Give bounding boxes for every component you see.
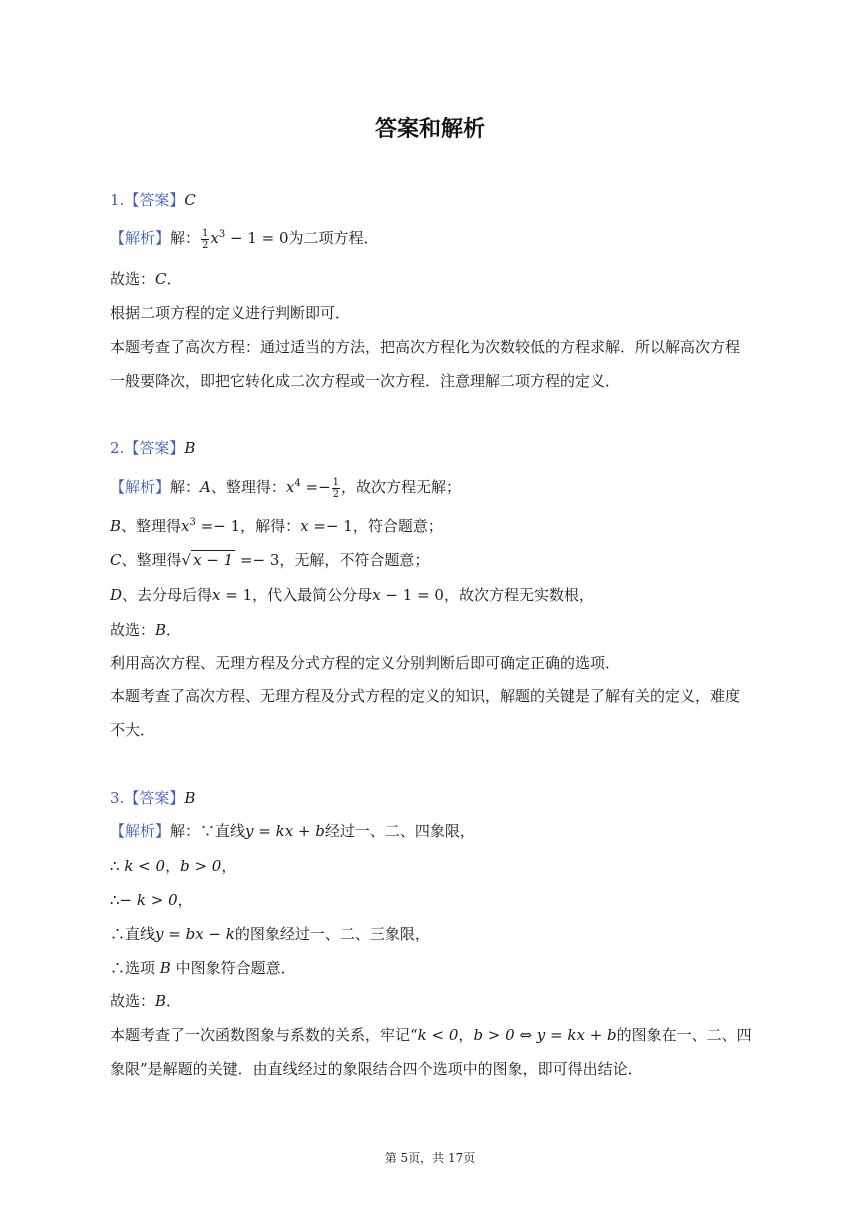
page-total: 17 xyxy=(448,1151,464,1165)
q2-analysis-line-3: C、整理得√ x − 1 =− 3，无解，不符合题意； xyxy=(110,551,430,569)
q2-sqrt: √ x − 1 xyxy=(181,551,234,569)
q3-answer-line xyxy=(110,787,760,809)
q2-analysis-line-7: 本题考查了高次方程、无理方程及分式方程的定义的知识，解题的关键是了解有关的定义，难度 xyxy=(110,687,741,705)
q3-answer-tag: 【答案】 xyxy=(124,789,185,807)
q1-exponent: 3 xyxy=(218,229,226,240)
q1-text: 解： xyxy=(170,229,201,247)
q3-analysis-tag: 【解析】 xyxy=(110,822,171,840)
q3-analysis-line-5: ∴选项 B 中图象符合题意． xyxy=(110,959,296,977)
q2-analysis-line-5: 故选：B． xyxy=(110,621,182,639)
q1-var: x xyxy=(210,229,219,247)
q2-answer-line xyxy=(110,437,760,459)
q2-analysis-line-8: 不大． xyxy=(110,721,156,739)
page-number: 5 xyxy=(400,1151,409,1165)
page-footer: 第 5页，共 17页 xyxy=(384,1151,476,1165)
q3-analysis-line-2: ∴ k < 0，b > 0， xyxy=(110,857,237,875)
q1-analysis-line-3: 根据二项方程的定义进行判断即可． xyxy=(110,304,351,322)
q1-answer-tag: 【答案】 xyxy=(124,191,185,209)
q1-equation-rest: − 1 = 0 xyxy=(225,229,289,247)
q3-analysis-line-6: 故选：B． xyxy=(110,992,182,1010)
q3-number: 3. xyxy=(110,789,125,807)
q2-analysis-line-6: 利用高次方程、无理方程及分式方程的定义分别判断后即可确定正确的选项． xyxy=(110,654,621,672)
q1-analysis-line-1 xyxy=(110,227,760,251)
q3-analysis-line-1: 【解析】解：∵直线y = kx + b经过一、二、四象限， xyxy=(110,822,475,840)
q2-answer-tag: 【答案】 xyxy=(124,439,185,457)
q1-analysis-line-5: 一般要降次，即把它转化成二次方程或一次方程．注意理解二项方程的定义． xyxy=(110,372,621,390)
q3-analysis-line-8: 象限”是解题的关键．由直线经过的象限结合四个选项中的图象，即可得出结论． xyxy=(110,1060,643,1078)
q2-fraction: $\frac{1}{2}$ xyxy=(332,476,340,500)
q2-number: 2. xyxy=(110,439,125,457)
q1-analysis-line-2: 故选：C． xyxy=(110,270,182,288)
q2-answer: B xyxy=(184,439,196,457)
q2-analysis-line-4: D、去分母后得x = 1，代入最简公分母x − 1 = 0，故次方程无实数根， xyxy=(110,586,594,604)
q3-analysis-line-7: 本题考查了一次函数图象与系数的关系，牢记“k < 0，b > 0 ⇔ y = kx + b的图象在一、二、四 xyxy=(110,1026,752,1044)
q1-answer: C xyxy=(184,191,196,209)
q1-fraction: $\frac{1}{2}$ xyxy=(202,227,209,251)
q1-answer-line xyxy=(110,189,760,211)
q1-text: 为二项方程． xyxy=(288,229,379,247)
q1-analysis-tag: 【解析】 xyxy=(110,229,171,247)
q3-analysis-line-3: ∴− k > 0， xyxy=(110,891,193,909)
q3-analysis-line-4: ∴直线y = bx − k的图象经过一、二、三象限， xyxy=(110,925,430,943)
q1-number: 1. xyxy=(110,191,125,209)
q2-analysis-line-2: B、整理得$x^3 =- 1$，解得：x =− 1，符合题意； xyxy=(110,517,443,535)
q3-answer: B xyxy=(184,789,196,807)
q2-analysis-line-1: 【解析】解：A、整理得：$x^4$ =− $\frac{1}{2}$ ，故次方程无解； xyxy=(110,476,462,500)
q1-analysis-line-4: 本题考查了高次方程：通过适当的方法，把高次方程化为次数较低的方程求解．所以解高次方程 xyxy=(110,338,741,356)
q2-analysis-tag: 【解析】 xyxy=(110,478,171,496)
page-title: 答案和解析 xyxy=(374,117,485,142)
